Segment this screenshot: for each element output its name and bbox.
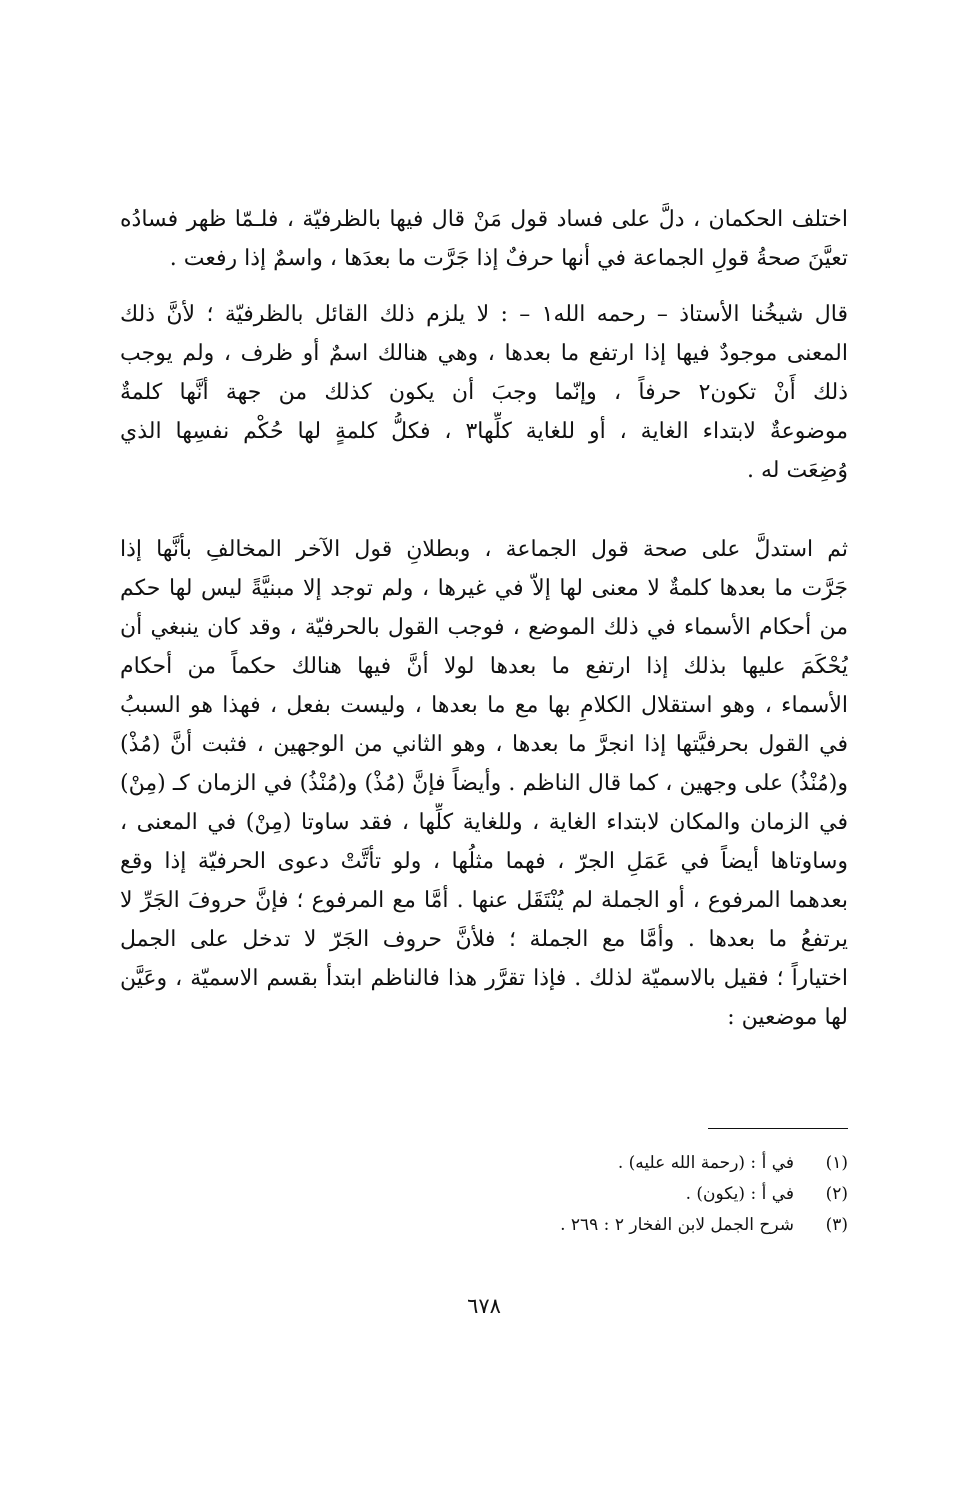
footnote-divider	[708, 1128, 848, 1129]
text-line: قال شيخُنا الأستاذ – رحمه الله١ – : لا يلزم ذلك القائل بالظرفيّة ؛ لأنَّ ذلك	[120, 302, 848, 327]
text-line: لها موضعين :	[727, 1005, 848, 1030]
page-number: ٦٧٨	[467, 1294, 501, 1318]
footnotes-list	[120, 1148, 848, 1241]
paragraph-3	[120, 530, 848, 1037]
text-line: من أحكام الأسماء في ذلك الموضع ، فوجب القول بالحرفيّة ، وقد كان ينبغي أن	[120, 615, 848, 640]
paragraph-2	[120, 295, 848, 490]
text-line: تعيَّنَ صحةُ قولِ الجماعة في أنها حرفٌ إذا جَرَّت ما بعدَها ، واسمٌ إذا رفعت .	[169, 246, 848, 271]
text-line: اختياراً ؛ فقيل بالاسميّة لذلك . فإذا تقرَّر هذا فالناظم ابتدأ بقسم الاسميّة ، وعَيَّن	[120, 966, 848, 991]
text-line: ثم استدلَّ على صحة قول الجماعة ، وبطلانِ قول الآخر المخالفِ بأنَّها إذا	[120, 537, 848, 562]
text-line: يُحْكَمَ عليها بذلك إذا ارتفع ما بعدها لولا أنَّ فيها هنالك حكماً من أحكام	[120, 654, 848, 679]
footnote-text: في أ : (يكون) .	[685, 1184, 794, 1204]
text-line: في القول بحرفيَّتها إذا انجرَّ ما بعدها ، وهو الثاني من الوجهين ، فثبت أنَّ (مُذْ)	[120, 732, 848, 757]
text-line: و(مُنْذُ) على وجهين ، كما قال الناظم . وأيضاً فإنَّ (مُذْ) و(مُنْذُ) في الزمان كـ (مِنْ)	[120, 771, 848, 796]
footnote-item	[120, 1210, 848, 1241]
text-line: ذلك أَنْ تكون٢ حرفاً ، وإنّما وجبَ أن يكون كذلك من جهة أنَّها كلمةٌ	[120, 380, 848, 405]
text-line: وُضِعَت له .	[747, 458, 848, 483]
footnote-text: في أ : (رحمة الله عليه) .	[617, 1153, 794, 1173]
text-line: الأسماء ، وهو استقلال الكلامِ بها مع ما بعدها ، وليست بفعل ، فهذا هو السببُ	[120, 693, 848, 718]
text-line: يرتفعُ ما بعدها . وأمَّا مع الجملة ؛ فلأنَّ حروف الجَرّ لا تدخل على الجمل	[120, 927, 848, 952]
footnote-number: (٣)	[825, 1215, 848, 1235]
text-line: وساوتاها أيضاً في عَمَلِ الجرّ ، فهما مثلُها ، ولو تأتَّتْ دعوى الحرفيّة إذا وقع	[120, 849, 848, 874]
footnote-text: شرح الجمل لابن الفخار ٢ : ٢٦٩ .	[560, 1215, 794, 1235]
footnote-number: (٢)	[825, 1184, 848, 1204]
text-line: بعدهما المرفوع ، أو الجملة لم يُنْتَقَل عنها . أمَّا مع المرفوع ؛ فإنَّ حروفَ الجَرِّ لا	[120, 888, 848, 913]
footnote-item	[120, 1148, 848, 1179]
footnote-number: (١)	[825, 1153, 848, 1173]
text-line: موضوعةٌ لابتداء الغاية ، أو للغاية كلِّها٣ ، فكلُّ كلمةٍ لها حُكْم نفسِها الذي	[120, 419, 848, 444]
paragraph-1	[120, 200, 848, 278]
text-line: المعنى موجودٌ فيها إذا ارتفع ما بعدها ، وهي هنالك اسمٌ أو ظرف ، ولم يوجب	[120, 341, 848, 366]
footnote-item	[120, 1179, 848, 1210]
text-line: اختلف الحكمان ، دلَّ على فساد قول مَنْ قال فيها بالظرفيّة ، فلـمّا ظهر فسادُه	[120, 207, 848, 232]
text-line: جَرَّت ما بعدها كلمةٌ لا معنى لها إلاّ في غيرها ، ولم توجد إلا مبنيَّةً ليس لها حكم	[120, 576, 848, 601]
text-line: في الزمان والمكان لابتداء الغاية ، وللغاية كلِّها ، فقد ساوتا (مِنْ) في المعنى ،	[120, 810, 848, 835]
